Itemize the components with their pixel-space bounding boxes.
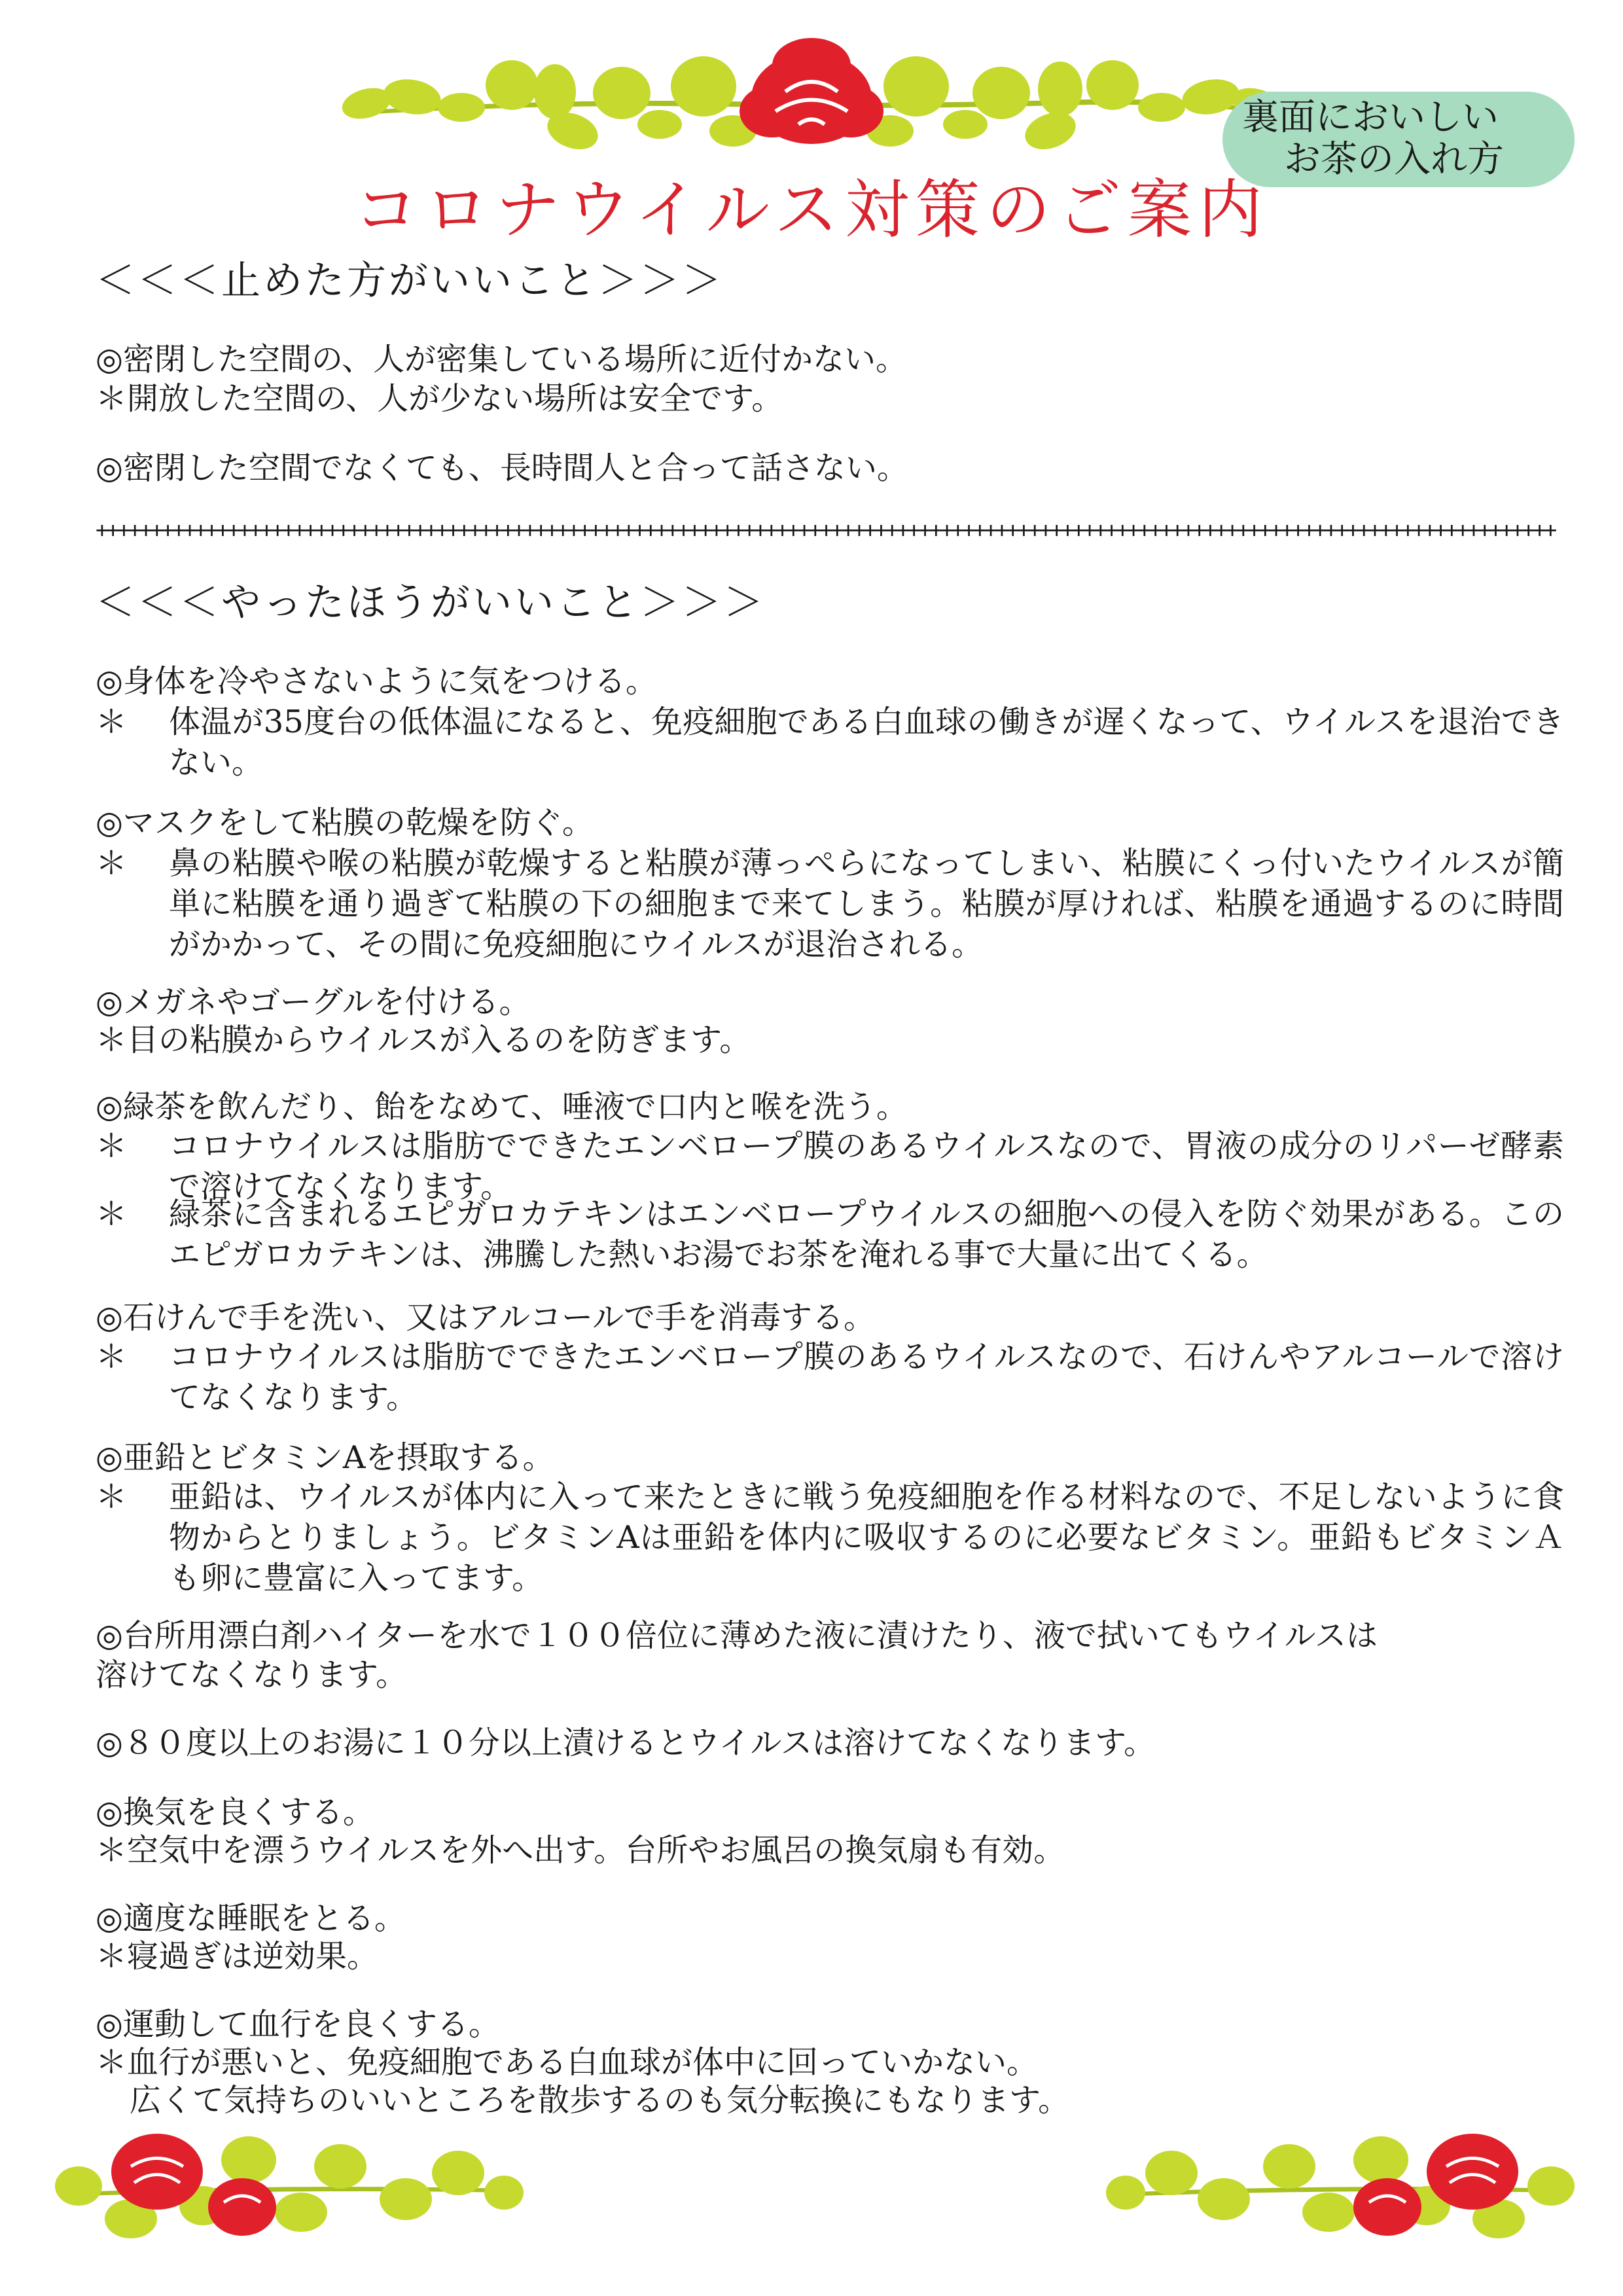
item-zinc-heading: ◎亜鉛とビタミンAを摂取する。 — [96, 1439, 554, 1476]
section-separator: +++++++++++++++++++++++++++++++++++++++++++++++++++++++++++++++++++++++++++++++++++++++++++++++++++++++++++++++++++++++++++++++++++++ — [96, 517, 1556, 543]
asterisk: ＊ — [96, 845, 128, 882]
item-soap-note — [96, 1336, 1564, 1418]
item-vent-heading: ◎換気を良くする。 — [96, 1794, 374, 1831]
note-text: コロナウイルスは脂肪でできたエンベロープ膜のあるウイルスなので、胃液の成分のリパーゼ酵素で溶けてなくなります。 — [169, 1128, 1564, 1205]
badge-line-1: 裏面においしい — [1242, 96, 1499, 139]
stop-item-2: ＊開放した空間の、人が少ない場所は安全です。 — [96, 380, 783, 417]
item-hot-water: ◎８０度以上のお湯に１０分以上漬けるとウイルスは溶けてなくなります。 — [96, 1725, 1156, 1761]
badge-line-2: お茶の入れ方 — [1284, 138, 1504, 181]
asterisk: ＊ — [96, 1196, 128, 1232]
item-tea-heading: ◎緑茶を飲んだり、飴をなめて、唾液で口内と喉を洗う。 — [96, 1088, 908, 1125]
item-bleach-line-1: ◎台所用漂白剤ハイターを水で１００倍位に薄めた液に漬けたり、液で拭いてもウイルスは — [96, 1617, 1378, 1654]
asterisk: ＊ — [96, 1338, 128, 1375]
item-exercise-note-1: ＊血行が悪いと、免疫細胞である白血球が体中に回っていかない。 — [96, 2044, 1039, 2081]
item-bleach-line-2: 溶けてなくなります。 — [96, 1657, 408, 1693]
item-glasses-heading: ◎メガネやゴーグルを付ける。 — [96, 984, 531, 1020]
asterisk: ＊ — [96, 1128, 128, 1164]
note-text: 亜鉛は、ウイルスが体内に入って来たときに戦う免疫細胞を作る材料なので、不足しないように食物からとりましょう。ビタミンAは亜鉛を体内に吸収するのに必要なビタミン。亜鉛もビタミンＡも卵に豊富に入ってます。 — [169, 1479, 1564, 1596]
item-zinc-note — [96, 1477, 1564, 1598]
note-text: 緑茶に含まれるエピガロカテキンはエンベロープウイルスの細胞への侵入を防ぐ効果がある。このエピガロカテキンは、沸騰した熱いお湯でお茶を淹れる事で大量に出てくる。 — [169, 1196, 1564, 1273]
note-text: 鼻の粘膜や喉の粘膜が乾燥すると粘膜が薄っぺらになってしまい、粘膜にくっ付いたウイルスが簡単に粘膜を通り過ぎて粘膜の下の細胞まで来てしまう。粘膜が厚ければ、粘膜を通過するのに時間がかかって、その間に免疫細胞にウイルスが退治される。 — [169, 845, 1564, 963]
item-sleep-note: ＊寝過ぎは逆効果。 — [96, 1938, 379, 1975]
item-tea-note-2 — [96, 1194, 1564, 1275]
page-title: コロナウイルス対策のご案内 — [353, 173, 1270, 247]
item-sleep-heading: ◎適度な睡眠をとる。 — [96, 1900, 406, 1937]
item-glasses-note: ＊目の粘膜からウイルスが入るのを防ぎます。 — [96, 1022, 751, 1058]
stop-item-1: ◎密閉した空間の、人が密集している場所に近付かない。 — [96, 341, 907, 378]
item-mask-note — [96, 843, 1564, 965]
stop-section-heading: ＜＜＜止めた方がいいこと＞＞＞ — [96, 258, 724, 304]
do-section-heading: ＜＜＜やったほうがいいこと＞＞＞ — [96, 580, 766, 626]
item-mask-heading: ◎マスクをして粘膜の乾燥を防ぐ。 — [96, 804, 594, 841]
item-cold-heading: ◎身体を冷やさないように気をつける。 — [96, 663, 657, 700]
item-soap-heading: ◎石けんで手を洗い、又はアルコールで手を消毒する。 — [96, 1299, 876, 1336]
item-exercise-heading: ◎運動して血行を良くする。 — [96, 2006, 500, 2043]
asterisk: ＊ — [96, 704, 128, 740]
note-text: 体温が35度台の低体温になると、免疫細胞である白血球の働きが遅くなって、ウイルスを退治できない。 — [169, 704, 1564, 781]
item-cold-note — [96, 702, 1564, 783]
item-exercise-note-2: 広くて気持ちのいいところを散歩するのも気分転換にもなります。 — [130, 2082, 1070, 2119]
bottom-right-floral-decoration — [1106, 2121, 1577, 2245]
note-text: コロナウイルスは脂肪でできたエンベロープ膜のあるウイルスなので、石けんやアルコールで溶けてなくなります。 — [169, 1338, 1564, 1416]
item-vent-note: ＊空気中を漂うウイルスを外へ出す。台所やお風呂の換気扇も有効。 — [96, 1832, 1065, 1869]
bottom-left-floral-decoration — [52, 2121, 524, 2245]
asterisk: ＊ — [96, 1479, 128, 1515]
stop-item-3: ◎密閉した空間でなくても、長時間人と合って話さない。 — [96, 450, 908, 486]
top-floral-decoration — [340, 26, 1283, 157]
